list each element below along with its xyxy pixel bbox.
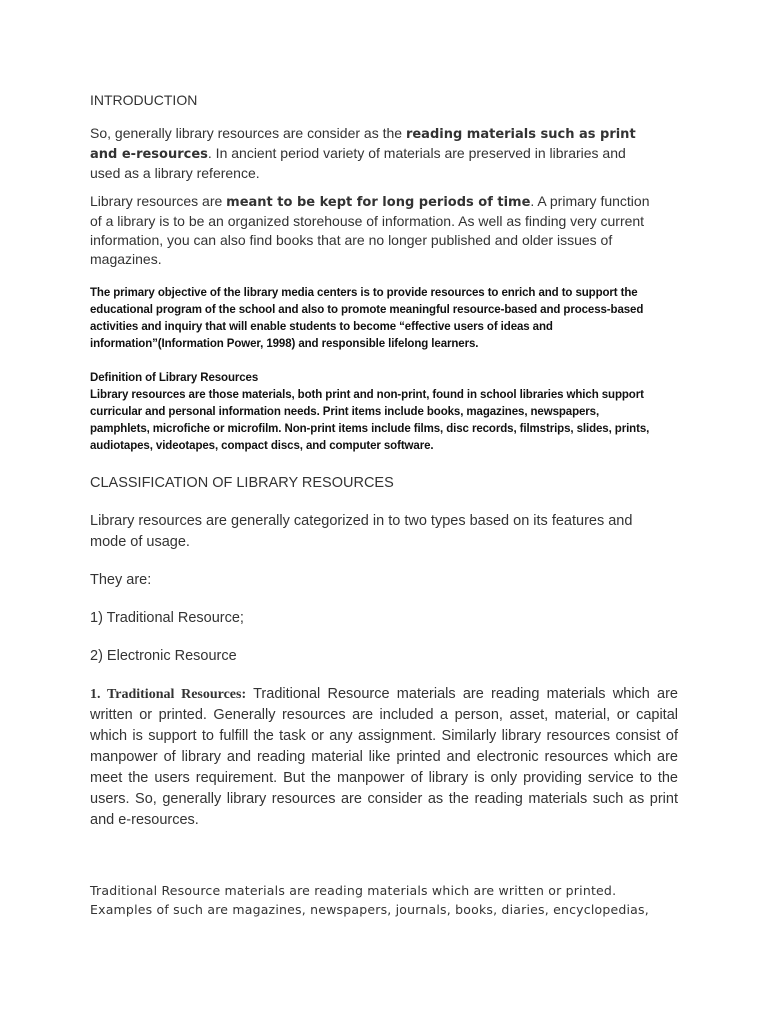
intro-heading: INTRODUCTION (90, 92, 198, 108)
traditional-resources-paragraph (90, 684, 678, 831)
bold-text-run: meant to be kept for long periods of time (226, 195, 531, 210)
classification-paragraph: Library resources are generally categorized in to two types based on its features and mode of usage. (90, 513, 633, 550)
intro-paragraph-1 (90, 124, 650, 183)
intro-objective-paragraph: The primary objective of the library media centers is to provide resources to enrich and to support the educational program of the school and also to promote meaningful resource-based and process-based activities and inquiry that will enable students to become “effective users of ideas and information”(Information Power, 1998) and responsible lifelong learners. (90, 287, 644, 350)
classification-heading: CLASSIFICATION OF LIBRARY RESOURCES (90, 475, 394, 491)
text-run: So, generally library resources are consider as the (90, 125, 406, 141)
definition-body: Library resources are those materials, both print and non-print, found in school libraries which support curricular and personal information needs. Print items include books, magazines, newspapers, pamphlets, microfiche or microfilm. Non-print items include films, disc records, filmstrips, slides, prints, audiotapes, videotapes, compact discs, and computer software. (90, 389, 650, 452)
they-are-text: They are: (90, 572, 152, 588)
definition-title: Definition of Library Resources (90, 372, 259, 384)
text-run: . In ancient period variety of materials are preserved in libraries and used as a library reference. (90, 145, 626, 181)
intro-paragraph-2 (90, 192, 650, 269)
traditional-lead: 1. Traditional Resources: (90, 687, 247, 702)
text-run: . A primary function of a library is to be an organized storehouse of information. As well as finding very current information, you can also find books that are no longer published and older issues of magazines. (90, 193, 650, 267)
document-page (90, 92, 678, 919)
bold-text-run: reading materials such as print and e-resources (90, 127, 636, 162)
text-run: Library resources are (90, 193, 227, 209)
traditional-body: Traditional Resource materials are reading materials which are written or printed. Generally resources are included a person, asset, material, or capital which is support to fulfill the task or any assignment. Similarly library resources consist of manpower of library and reading material like printed and electronic resources which are meet the users requirement. But the manpower of library is only providing service to the users. So, generally library resources are consider as the reading materials such as print and e-resources. (90, 686, 678, 828)
list-item-electronic: 2) Electronic Resource (90, 648, 237, 664)
list-item-traditional: 1) Traditional Resource; (90, 610, 244, 626)
footer-paragraph: Traditional Resource materials are reading materials which are written or printed. Examples of such are magazines, newspapers, journals, books, diaries, encyclopedias, (90, 883, 649, 917)
